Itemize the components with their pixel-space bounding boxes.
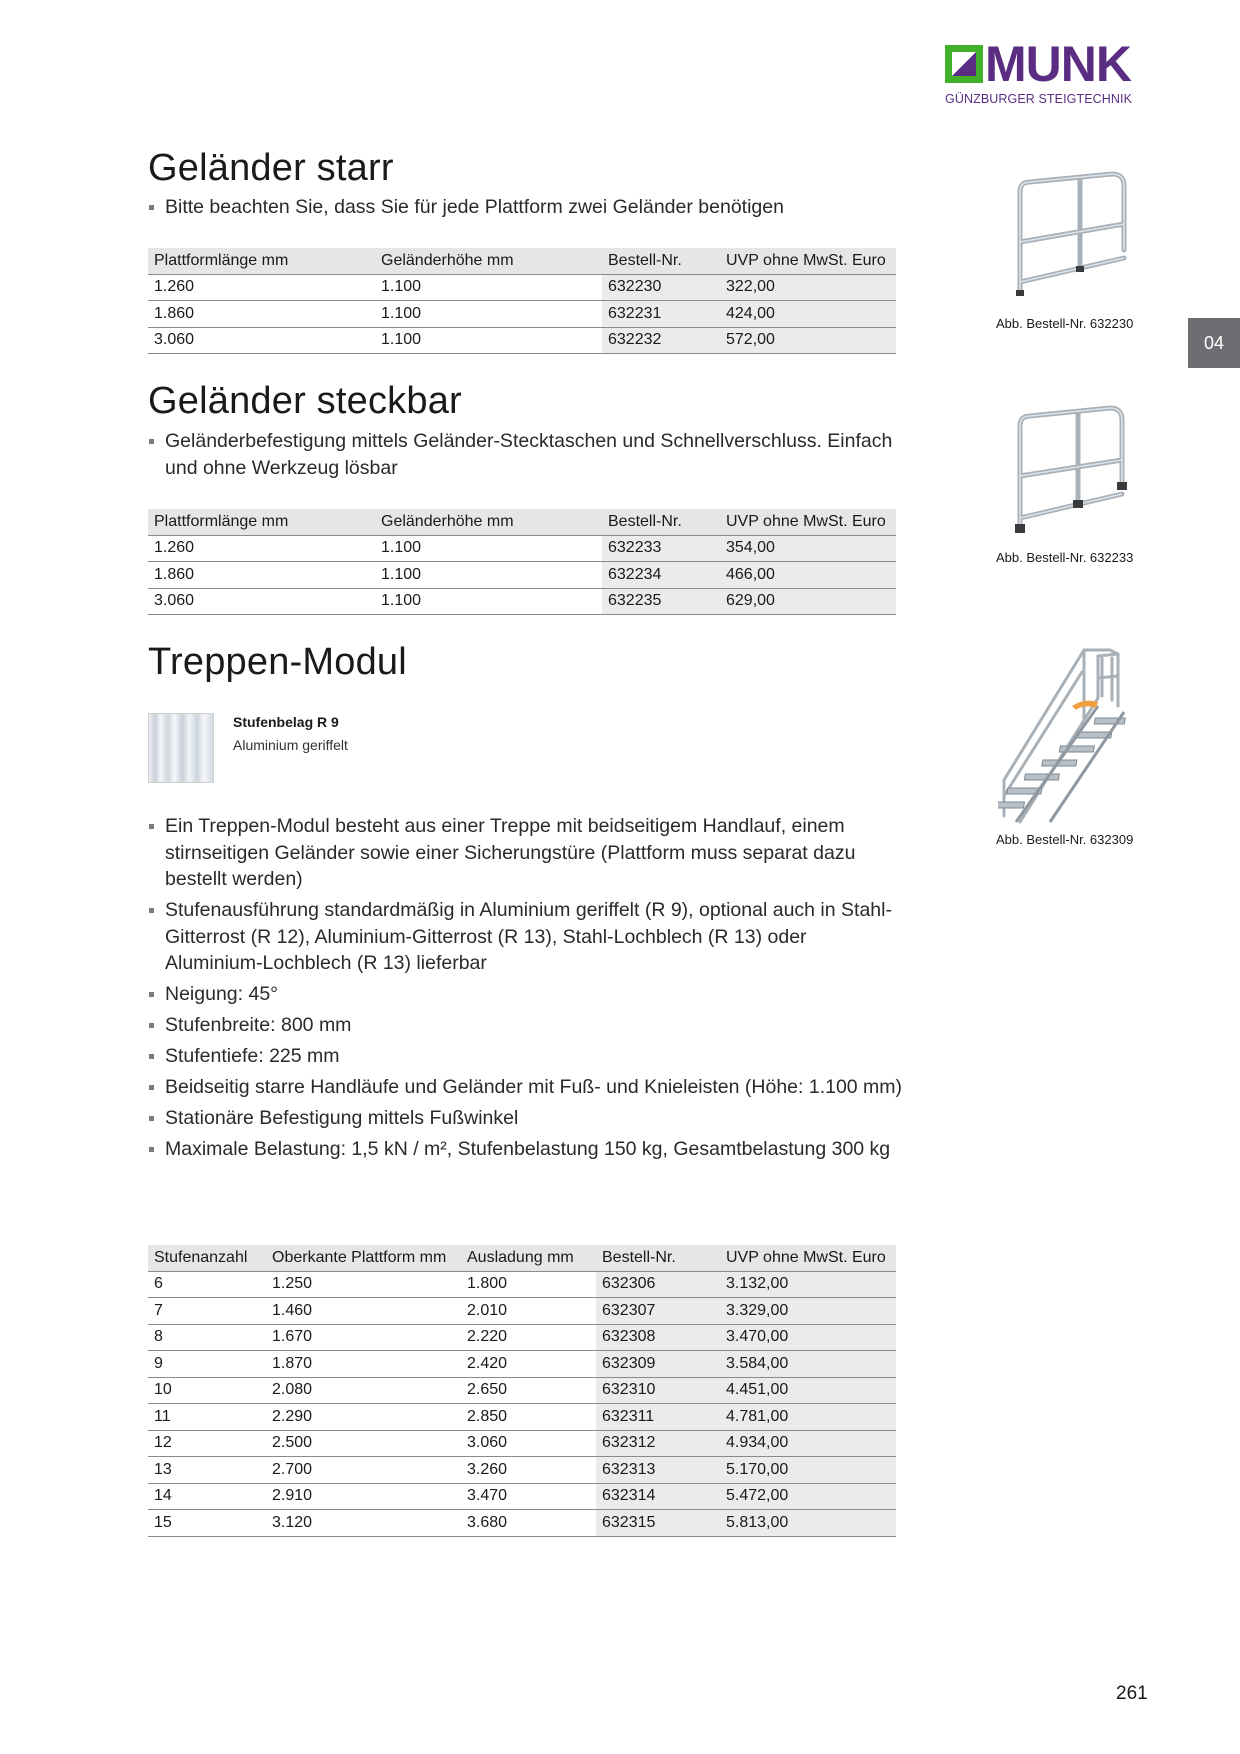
- table-cell: 632310: [596, 1377, 720, 1404]
- table-cell: 632309: [596, 1351, 720, 1378]
- table-cell: 2.850: [461, 1404, 596, 1431]
- table-cell: 466,00: [720, 562, 896, 589]
- table-cell: 9: [148, 1351, 266, 1378]
- table-cell: 5.813,00: [720, 1510, 896, 1537]
- table-cell: 1.860: [148, 301, 375, 328]
- col-header: Ausladung mm: [461, 1245, 596, 1271]
- col-header: Bestell-Nr.: [602, 509, 720, 535]
- bullet-item: Stationäre Befestigung mittels Fußwinkel: [148, 1105, 908, 1132]
- section-title-treppen-modul: Treppen-Modul: [148, 641, 407, 683]
- table-cell: 1.100: [375, 562, 602, 589]
- col-header: Geländerhöhe mm: [375, 509, 602, 535]
- table-row: [148, 1483, 896, 1510]
- table-cell: 3.060: [461, 1430, 596, 1457]
- col-header: Plattformlänge mm: [148, 509, 375, 535]
- table-row: [148, 1271, 896, 1298]
- table-row: [148, 1510, 896, 1537]
- table-cell: 1.460: [266, 1298, 461, 1325]
- table-cell: 1.670: [266, 1324, 461, 1351]
- material-title: Stufenbelag R 9: [233, 714, 339, 730]
- table-row: [148, 1430, 896, 1457]
- table-cell: 632235: [602, 588, 720, 615]
- table-row: [148, 1457, 896, 1484]
- gelaender-starr-table: [148, 248, 896, 354]
- table-cell: 354,00: [720, 535, 896, 562]
- col-header: UVP ohne MwSt. Euro: [720, 509, 896, 535]
- bullet-item: Maximale Belastung: 1,5 kN / m², Stufenbelastung 150 kg, Gesamtbelastung 300 kg: [148, 1136, 908, 1163]
- table-cell: 3.584,00: [720, 1351, 896, 1378]
- table-cell: 2.220: [461, 1324, 596, 1351]
- col-header: Bestell-Nr.: [602, 248, 720, 274]
- bullet-item: Geländerbefestigung mittels Geländer-Stecktaschen und Schnellverschluss. Einfach und ohne Werkzeug lösbar: [148, 428, 908, 481]
- material-subtitle: Aluminium geriffelt: [233, 737, 348, 753]
- table-cell: 7: [148, 1298, 266, 1325]
- bullet-item: Stufenausführung standardmäßig in Aluminium geriffelt (R 9), optional auch in Stahl-Gitterrost (R 12), Aluminium-Gitterrost (R 13), Stahl-Lochblech (R 13) oder Aluminium-Lochblech (R 13) lieferbar: [148, 897, 908, 977]
- bullet-item: Stufenbreite: 800 mm: [148, 1012, 908, 1039]
- table-cell: 3.470,00: [720, 1324, 896, 1351]
- bullet-item: Ein Treppen-Modul besteht aus einer Treppe mit beidseitigem Handlauf, einem stirnseitigen Geländer sowie einer Sicherungstüre (Plattform muss separat dazu bestellt werden): [148, 813, 908, 893]
- table-cell: 3.680: [461, 1510, 596, 1537]
- table-cell: 632312: [596, 1430, 720, 1457]
- figure-caption: Abb. Bestell-Nr. 632230: [996, 316, 1134, 331]
- table-cell: 14: [148, 1483, 266, 1510]
- table-cell: 1.100: [375, 274, 602, 301]
- bullet-item: Neigung: 45°: [148, 981, 908, 1008]
- section2-bullets: [148, 428, 908, 486]
- railing-plugin-image: [1010, 400, 1134, 536]
- page-number: 261: [1116, 1683, 1148, 1704]
- logo-subtitle: GÜNZBURGER STEIGTECHNIK: [945, 92, 1133, 106]
- table-cell: 3.260: [461, 1457, 596, 1484]
- table-cell: 632307: [596, 1298, 720, 1325]
- table-row: [148, 301, 896, 328]
- col-header: Plattformlänge mm: [148, 248, 375, 274]
- table-row: [148, 562, 896, 589]
- table-header-row: [148, 248, 896, 274]
- table-cell: 2.010: [461, 1298, 596, 1325]
- section-title-gelaender-steckbar: Geländer steckbar: [148, 380, 462, 422]
- table-cell: 2.910: [266, 1483, 461, 1510]
- table-cell: 424,00: [720, 301, 896, 328]
- table-cell: 2.500: [266, 1430, 461, 1457]
- table-cell: 1.250: [266, 1271, 461, 1298]
- table-cell: 1.870: [266, 1351, 461, 1378]
- table-cell: 8: [148, 1324, 266, 1351]
- table-cell: 1.100: [375, 535, 602, 562]
- col-header: Oberkante Plattform mm: [266, 1245, 461, 1271]
- table-cell: 629,00: [720, 588, 896, 615]
- gelaender-steckbar-table: [148, 509, 896, 615]
- table-cell: 5.170,00: [720, 1457, 896, 1484]
- table-cell: 4.781,00: [720, 1404, 896, 1431]
- table-row: [148, 1351, 896, 1378]
- table-row: [148, 1377, 896, 1404]
- table-cell: 3.132,00: [720, 1271, 896, 1298]
- table-cell: 632311: [596, 1404, 720, 1431]
- table-cell: 632313: [596, 1457, 720, 1484]
- table-row: [148, 274, 896, 301]
- table-row: [148, 327, 896, 354]
- stair-module-image: [998, 646, 1140, 824]
- table-cell: 3.060: [148, 588, 375, 615]
- table-cell: 1.100: [375, 588, 602, 615]
- table-cell: 632308: [596, 1324, 720, 1351]
- table-row: [148, 1324, 896, 1351]
- table-row: [148, 588, 896, 615]
- table-cell: 1.260: [148, 535, 375, 562]
- table-cell: 632315: [596, 1510, 720, 1537]
- col-header: Stufenanzahl: [148, 1245, 266, 1271]
- table-cell: 2.420: [461, 1351, 596, 1378]
- table-cell: 15: [148, 1510, 266, 1537]
- figure-caption: Abb. Bestell-Nr. 632309: [996, 832, 1134, 847]
- table-cell: 632233: [602, 535, 720, 562]
- table-cell: 12: [148, 1430, 266, 1457]
- table-cell: 632232: [602, 327, 720, 354]
- table-cell: 632306: [596, 1271, 720, 1298]
- table-cell: 632314: [596, 1483, 720, 1510]
- table-cell: 6: [148, 1271, 266, 1298]
- table-cell: 3.470: [461, 1483, 596, 1510]
- munk-logo: [945, 36, 1153, 106]
- col-header: UVP ohne MwSt. Euro: [720, 248, 896, 274]
- material-swatch-image: [148, 713, 214, 783]
- table-cell: 3.329,00: [720, 1298, 896, 1325]
- table-row: [148, 535, 896, 562]
- table-cell: 632234: [602, 562, 720, 589]
- table-row: [148, 1404, 896, 1431]
- table-cell: 3.120: [266, 1510, 461, 1537]
- munk-logo-mark-icon: [945, 45, 983, 83]
- table-header-row: [148, 509, 896, 535]
- table-cell: 572,00: [720, 327, 896, 354]
- table-cell: 2.700: [266, 1457, 461, 1484]
- table-cell: 11: [148, 1404, 266, 1431]
- table-cell: 3.060: [148, 327, 375, 354]
- table-cell: 2.290: [266, 1404, 461, 1431]
- table-cell: 4.451,00: [720, 1377, 896, 1404]
- logo-wordmark: MUNK: [985, 36, 1131, 92]
- table-cell: 4.934,00: [720, 1430, 896, 1457]
- section3-bullets: [148, 813, 908, 1167]
- col-header: UVP ohne MwSt. Euro: [720, 1245, 896, 1271]
- section1-bullets: [148, 194, 908, 225]
- bullet-item: Bitte beachten Sie, dass Sie für jede Plattform zwei Geländer benötigen: [148, 194, 908, 221]
- railing-fixed-image: [1012, 166, 1134, 300]
- table-cell: 1.860: [148, 562, 375, 589]
- table-cell: 1.800: [461, 1271, 596, 1298]
- table-cell: 632230: [602, 274, 720, 301]
- col-header: Bestell-Nr.: [596, 1245, 720, 1271]
- treppen-modul-table: [148, 1245, 896, 1537]
- col-header: Geländerhöhe mm: [375, 248, 602, 274]
- section-title-gelaender-starr: Geländer starr: [148, 147, 394, 189]
- table-cell: 2.650: [461, 1377, 596, 1404]
- table-cell: 13: [148, 1457, 266, 1484]
- table-cell: 1.260: [148, 274, 375, 301]
- table-cell: 1.100: [375, 301, 602, 328]
- table-cell: 10: [148, 1377, 266, 1404]
- chapter-tab: 04: [1188, 318, 1240, 368]
- table-cell: 2.080: [266, 1377, 461, 1404]
- bullet-item: Beidseitig starre Handläufe und Geländer mit Fuß- und Knieleisten (Höhe: 1.100 mm): [148, 1074, 908, 1101]
- table-cell: 1.100: [375, 327, 602, 354]
- table-cell: 632231: [602, 301, 720, 328]
- bullet-item: Stufentiefe: 225 mm: [148, 1043, 908, 1070]
- figure-caption: Abb. Bestell-Nr. 632233: [996, 550, 1134, 565]
- table-cell: 5.472,00: [720, 1483, 896, 1510]
- table-row: [148, 1298, 896, 1325]
- table-header-row: [148, 1245, 896, 1271]
- table-cell: 322,00: [720, 274, 896, 301]
